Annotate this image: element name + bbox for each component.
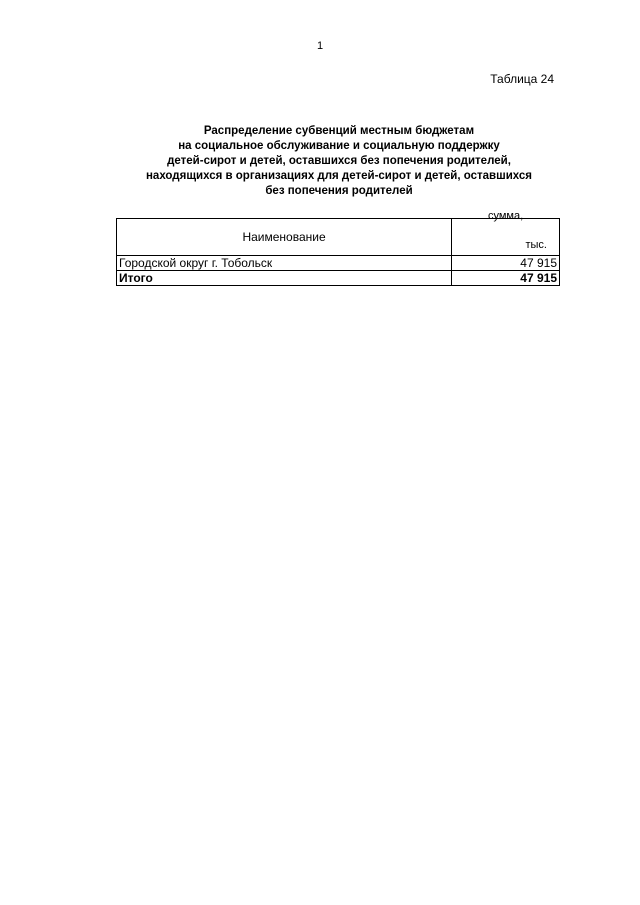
subventions-table	[116, 210, 560, 286]
total-name: Итого	[117, 271, 452, 286]
table-row	[117, 256, 560, 271]
header-sum-cut-text: сумма,	[487, 210, 524, 222]
table-total-row	[117, 271, 560, 286]
title-line: Распределение субвенций местным бюджетам	[203, 125, 475, 137]
title-line: находящихся в организациях для детей-сирот и детей, оставшихся	[145, 170, 532, 182]
row-name: Городской округ г. Тобольск	[117, 256, 452, 271]
document-title	[100, 124, 578, 199]
table-header-row	[117, 219, 560, 256]
header-sum-unit: тыс.	[525, 239, 547, 251]
title-line: на социальное обслуживание и социальную поддержку	[178, 140, 500, 152]
title-line: детей-сирот и детей, оставшихся без попечения родителей,	[167, 155, 511, 167]
page-number: 1	[316, 40, 324, 52]
row-value: 47 915	[452, 256, 560, 271]
title-line: без попечения родителей	[265, 185, 413, 197]
header-sum	[452, 210, 560, 256]
table-label: Таблица 24	[490, 72, 554, 86]
total-value: 47 915	[452, 271, 560, 286]
header-name: Наименование	[117, 219, 452, 256]
